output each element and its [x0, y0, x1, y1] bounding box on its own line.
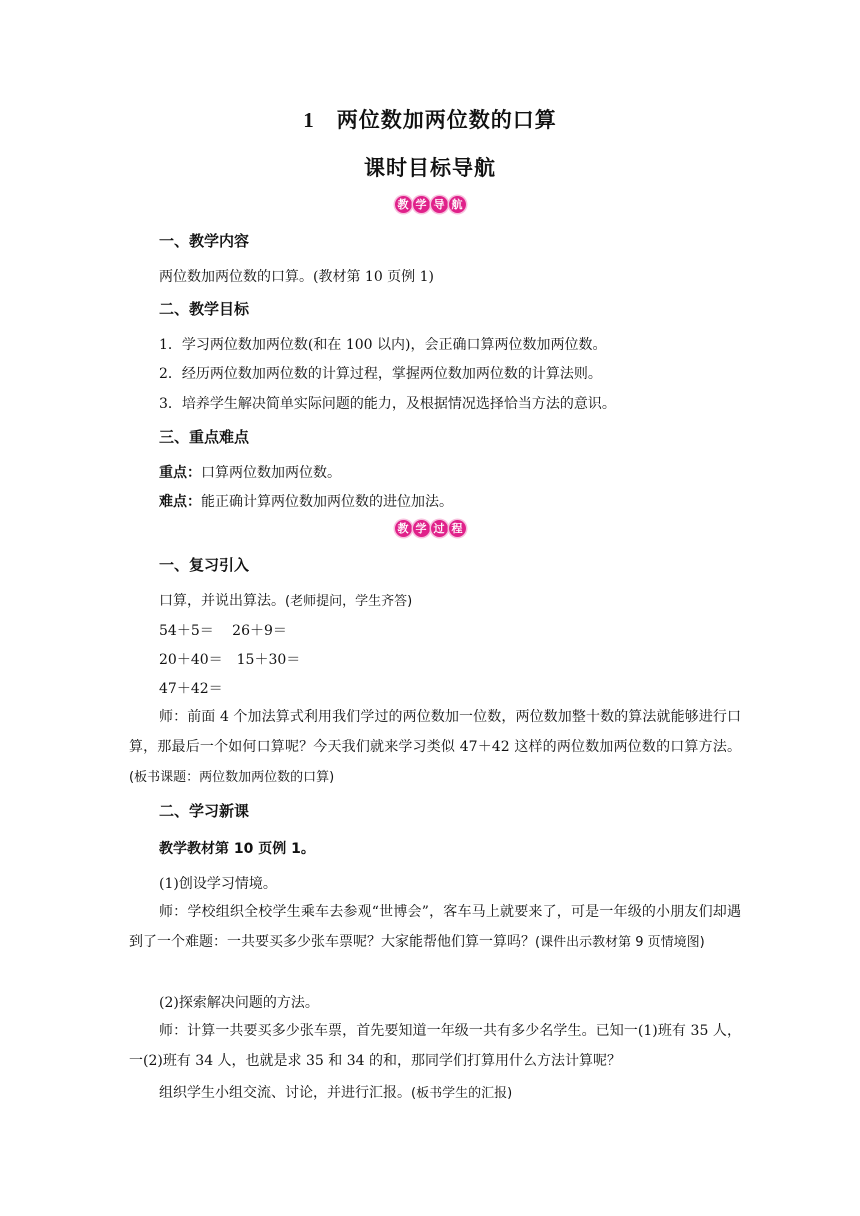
lesson-number: 1	[303, 108, 315, 132]
step-heading: (2)探索解决问题的方法。	[159, 995, 319, 1011]
heading-key-points: 三、重点难点	[159, 428, 250, 446]
goal-item: 2．经历两位数加两位数的计算过程，掌握两位数加两位数的计算法则。	[159, 366, 602, 382]
key-point	[159, 462, 341, 482]
badge-char: 教	[395, 520, 412, 537]
lesson-title-text: 两位数加两位数的口算	[336, 108, 557, 132]
key-text: 口算两位数加两位数。	[201, 465, 341, 481]
content-text: 两位数加两位数的口算。(教材第 10 页例 1)	[159, 269, 434, 285]
section-subtitle: 课时目标导航	[364, 156, 496, 180]
paragraph-note: (课件出示教材第 9 页情境图)	[535, 935, 705, 950]
lesson-label: 教学教材第 10 页例 1。	[159, 841, 315, 857]
goal-item: 1．学习两位数加两位数(和在 100 以内)，会正确口算两位数加两位数。	[159, 337, 607, 353]
step-heading: (1)创设学习情境。	[159, 876, 277, 892]
paragraph-note: (板书课题：两位数加两位数的口算)	[129, 770, 335, 785]
teacher-paragraph	[129, 702, 741, 793]
badge-char: 航	[449, 196, 466, 213]
badge-char: 学	[413, 520, 430, 537]
review-intro-text: 口算，并说出算法。	[159, 593, 285, 609]
equation-row: 20＋40＝ 15＋30＝	[159, 652, 301, 668]
badge-char: 程	[449, 520, 466, 537]
paragraph-text: 师：学校组织全校学生乘车去参观“世博会”，客车马上就要来了，可是一年级的小朋友们却遇到了一个难题：一共要买多少张车票呢？大家能帮他们算一算吗？	[129, 904, 741, 950]
heading-content: 一、教学内容	[159, 232, 250, 250]
key-label: 重点：	[159, 465, 201, 481]
badge-char: 学	[413, 196, 430, 213]
equation-row: 54＋5＝ 26＋9＝	[159, 623, 287, 639]
heading-review: 一、复习引入	[159, 556, 250, 574]
review-intro	[159, 590, 412, 610]
equation-row: 47＋42＝	[159, 681, 223, 697]
activity-text-main: 组织学生小组交流、讨论，并进行汇报。	[159, 1085, 411, 1101]
difficulty-point	[159, 491, 453, 511]
activity-text	[159, 1082, 512, 1102]
difficulty-text: 能正确计算两位数加两位数的进位加法。	[201, 494, 453, 510]
heading-goals: 二、教学目标	[159, 300, 250, 318]
badge-char: 教	[395, 196, 412, 213]
teaching-process-badge	[0, 520, 860, 537]
lesson-title	[0, 104, 860, 134]
teaching-guide-badge	[0, 196, 860, 213]
badge-char: 导	[431, 196, 448, 213]
heading-new-lesson: 二、学习新课	[159, 802, 250, 820]
review-intro-note: (老师提问，学生齐答)	[285, 594, 413, 609]
badge-char: 过	[431, 520, 448, 537]
paragraph-text: 师：前面 4 个加法算式利用我们学过的两位数加一位数，两位数加整十数的算法就能够进行口算，那最后一个如何口算呢？今天我们就来学习类似 47＋42 这样的两位数加两位数的口算方法。	[129, 709, 741, 755]
activity-text-note: (板书学生的汇报)	[411, 1086, 513, 1101]
goal-item: 3．培养学生解决简单实际问题的能力，及根据情况选择恰当方法的意识。	[159, 396, 616, 412]
teacher-paragraph	[129, 897, 741, 958]
teacher-paragraph: 师：计算一共要买多少张车票，首先要知道一年级一共有多少名学生。已知一(1)班有 35 人，一(2)班有 34 人，也就是求 35 和 34 的和，那同学们打算用什么方法计算呢？	[129, 1023, 741, 1069]
difficulty-label: 难点：	[159, 494, 201, 510]
